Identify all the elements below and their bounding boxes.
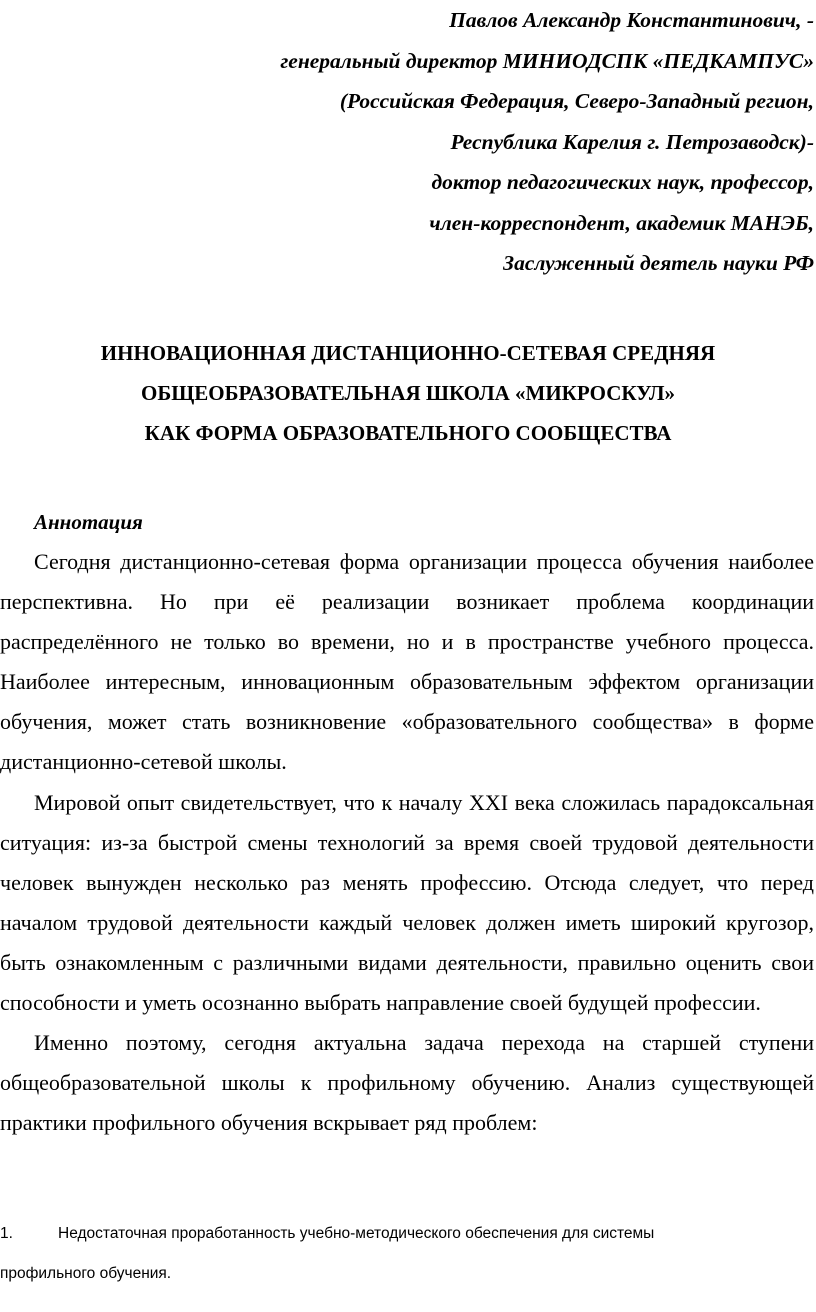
annotation-heading: Аннотация [34, 510, 143, 534]
list-item-continuation: профильного обучения. [0, 1265, 172, 1282]
author-city: Республика Карелия г. Петрозаводск)- [450, 129, 814, 154]
title-line: КАК ФОРМА ОБРАЗОВАТЕЛЬНОГО СООБЩЕСТВА [144, 421, 672, 445]
paragraph: Сегодня дистанционно-сетевая форма организации процесса обучения наиболее перспективна. Но при её реализации возникает проблема координации распределённого не только во времени, но и в пространстве учебного процесса. Наиболее интересным, инновационным образовательным эффектом организации обучения, может стать возникновение «образовательного сообщества» в форме дистанционно-сетевой школы. [0, 549, 814, 775]
author-position: генеральный директор МИНИОДСПК «ПЕДКАМПУС» [280, 48, 814, 73]
title-line: ИННОВАЦИОННАЯ ДИСТАНЦИОННО-СЕТЕВАЯ СРЕДНЯЯ [100, 341, 716, 365]
article-body [0, 542, 814, 1143]
author-membership: член-корреспондент, академик МАНЭБ, [429, 210, 814, 235]
list-item [0, 1214, 816, 1254]
list-item-number: 1. [0, 1225, 13, 1242]
paragraph: Мировой опыт свидетельствует, что к началу XXI века сложилась парадоксальная ситуация: из-за быстрой смены технологий за время своей трудовой деятельности человек вынужден несколько раз менять профессию. Отсюда следует, что перед началом трудовой деятельности каждый человек должен иметь широкий кругозор, быть ознакомленным с различными видами деятельности, правильно оценить свои способности и уметь осознанно выбрать направление своей будущей профессии. [0, 789, 814, 1016]
author-honor: Заслуженный деятель науки РФ [503, 251, 814, 275]
paragraph: Именно поэтому, сегодня актуальна задача перехода на старшей ступени общеобразовательной школы к профильному обучению. Анализ существующей практики профильного обучения вскрывает ряд проблем: [0, 1030, 814, 1136]
author-degree: доктор педагогических наук, профессор, [431, 170, 814, 194]
problem-list [0, 1214, 816, 1294]
author-name: Павлов Александр Константинович, - [449, 8, 814, 32]
author-region: (Российская Федерация, Северо-Западный регион, [339, 89, 814, 113]
article-title [0, 333, 816, 453]
list-item-text: Недостаточная проработанность учебно-методического обеспечения для системы [58, 1225, 655, 1242]
title-line: ОБЩЕОБРАЗОВАТЕЛЬНАЯ ШКОЛА «МИКРОСКУЛ» [141, 381, 675, 405]
author-info [54, 0, 814, 284]
